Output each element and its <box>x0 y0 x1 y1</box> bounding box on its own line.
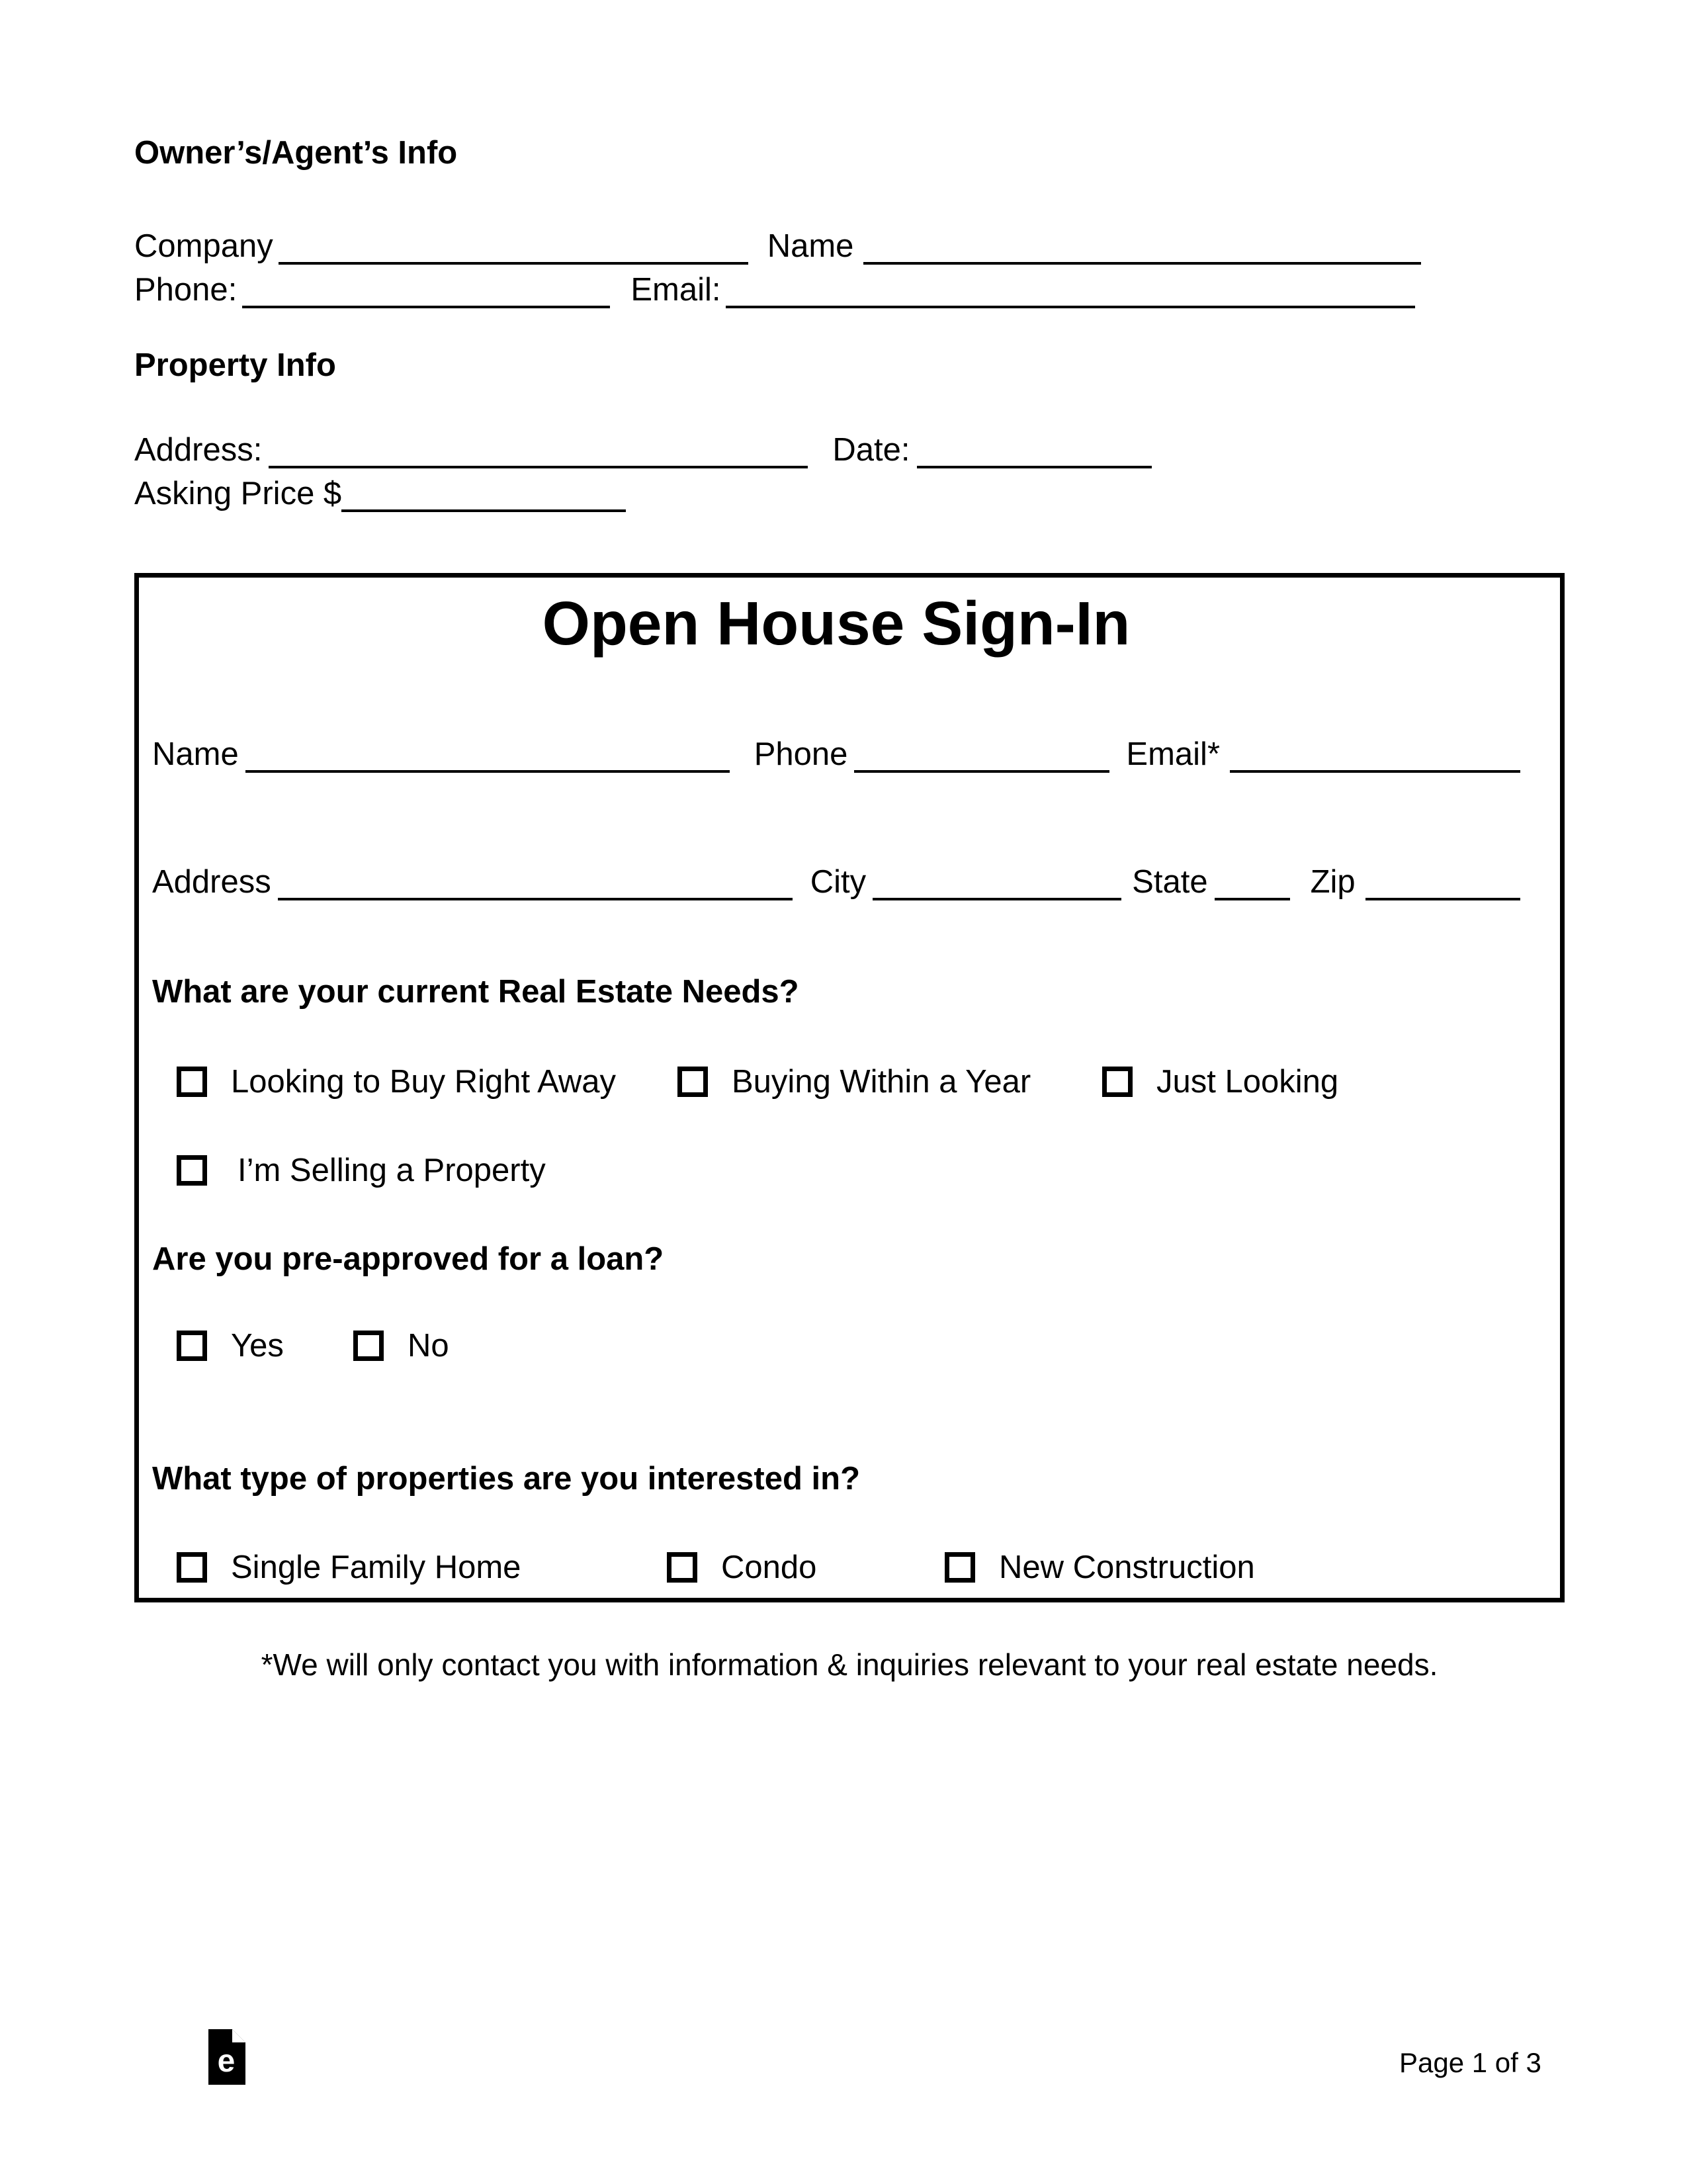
state-field-line[interactable] <box>1215 895 1290 900</box>
sign-in-title: Open House Sign-In <box>542 589 1131 658</box>
company-name-row <box>134 228 1571 265</box>
email-label: Email: <box>630 272 721 308</box>
company-label: Company <box>134 228 273 264</box>
company-field-line[interactable] <box>279 259 748 265</box>
option-no-label: No <box>408 1328 449 1364</box>
option-condo-label: Condo <box>721 1550 817 1585</box>
option-new-construction-label: New Construction <box>999 1550 1255 1585</box>
option-looking-to-buy-label: Looking to Buy Right Away <box>231 1064 617 1100</box>
visitor-name-phone-email-row <box>152 736 1520 773</box>
visitor-address-row <box>152 863 1520 900</box>
property-address-label: Address: <box>134 432 263 468</box>
visitor-name-field-line[interactable] <box>245 767 730 773</box>
asking-price-field-line[interactable] <box>341 507 626 512</box>
option-condo <box>667 1549 945 1586</box>
checkbox-single-family[interactable] <box>177 1552 207 1583</box>
option-buying-within-year-label: Buying Within a Year <box>732 1064 1031 1100</box>
checkbox-just-looking[interactable] <box>1102 1067 1133 1097</box>
selling-option-row <box>152 1152 1520 1189</box>
property-types-options-row <box>152 1549 1520 1586</box>
option-new-construction <box>945 1549 1255 1586</box>
phone-field-line[interactable] <box>242 303 610 308</box>
agent-name-label: Name <box>767 228 854 264</box>
option-selling-property <box>177 1152 546 1189</box>
asking-price-label: Asking Price $ <box>134 476 342 511</box>
option-yes <box>177 1327 353 1364</box>
visitor-address-field-line[interactable] <box>278 895 793 900</box>
option-looking-to-buy <box>177 1063 677 1100</box>
visitor-name-label: Name <box>152 736 239 772</box>
option-just-looking-label: Just Looking <box>1156 1064 1339 1100</box>
eforms-logo-icon <box>208 2029 245 2085</box>
checkbox-selling-property[interactable] <box>177 1155 207 1186</box>
property-address-row <box>134 431 1571 468</box>
option-buying-within-year <box>677 1063 1102 1100</box>
option-no <box>353 1327 449 1364</box>
owner-agent-info-heading: Owner’s/Agent’s Info <box>134 135 458 171</box>
pre-approved-options-row <box>152 1327 1520 1364</box>
contact-disclaimer: *We will only contact you with information & inquiries relevant to your real estate needs. <box>261 1647 1438 1682</box>
option-single-family <box>177 1549 667 1586</box>
checkbox-buying-within-year[interactable] <box>677 1067 708 1097</box>
checkbox-no[interactable] <box>353 1331 384 1361</box>
city-label: City <box>810 864 867 900</box>
page-number: Page 1 of 3 <box>1399 2047 1541 2078</box>
checkbox-new-construction[interactable] <box>945 1552 975 1583</box>
checkbox-yes[interactable] <box>177 1331 207 1361</box>
phone-label: Phone: <box>134 272 238 308</box>
city-field-line[interactable] <box>873 895 1121 900</box>
open-house-sign-in-box <box>134 573 1565 1602</box>
option-single-family-label: Single Family Home <box>231 1550 521 1585</box>
asking-price-row <box>134 475 1571 512</box>
date-label: Date: <box>832 432 910 468</box>
property-address-field-line[interactable] <box>269 463 808 468</box>
pre-approved-heading: Are you pre-approved for a loan? <box>152 1241 664 1277</box>
real-estate-needs-heading: What are your current Real Estate Needs? <box>152 974 799 1010</box>
checkbox-looking-to-buy[interactable] <box>177 1067 207 1097</box>
email-field-line[interactable] <box>726 303 1415 308</box>
phone-email-row <box>134 271 1571 308</box>
zip-label: Zip <box>1310 864 1356 900</box>
property-types-heading: What type of properties are you interested in? <box>152 1461 861 1497</box>
checkbox-condo[interactable] <box>667 1552 697 1583</box>
property-info-heading: Property Info <box>134 347 336 383</box>
option-yes-label: Yes <box>231 1328 284 1364</box>
visitor-phone-field-line[interactable] <box>854 767 1109 773</box>
option-selling-property-label: I’m Selling a Property <box>238 1153 546 1188</box>
needs-options-row <box>152 1063 1520 1100</box>
visitor-email-field-line[interactable] <box>1230 767 1520 773</box>
zip-field-line[interactable] <box>1365 895 1520 900</box>
visitor-address-label: Address <box>152 864 271 900</box>
date-field-line[interactable] <box>917 463 1152 468</box>
visitor-phone-label: Phone <box>754 736 848 772</box>
eforms-logo-letter: e <box>217 2044 236 2079</box>
agent-name-field-line[interactable] <box>863 259 1421 265</box>
visitor-email-label: Email* <box>1126 736 1221 772</box>
option-just-looking <box>1102 1063 1338 1100</box>
state-label: State <box>1132 864 1208 900</box>
